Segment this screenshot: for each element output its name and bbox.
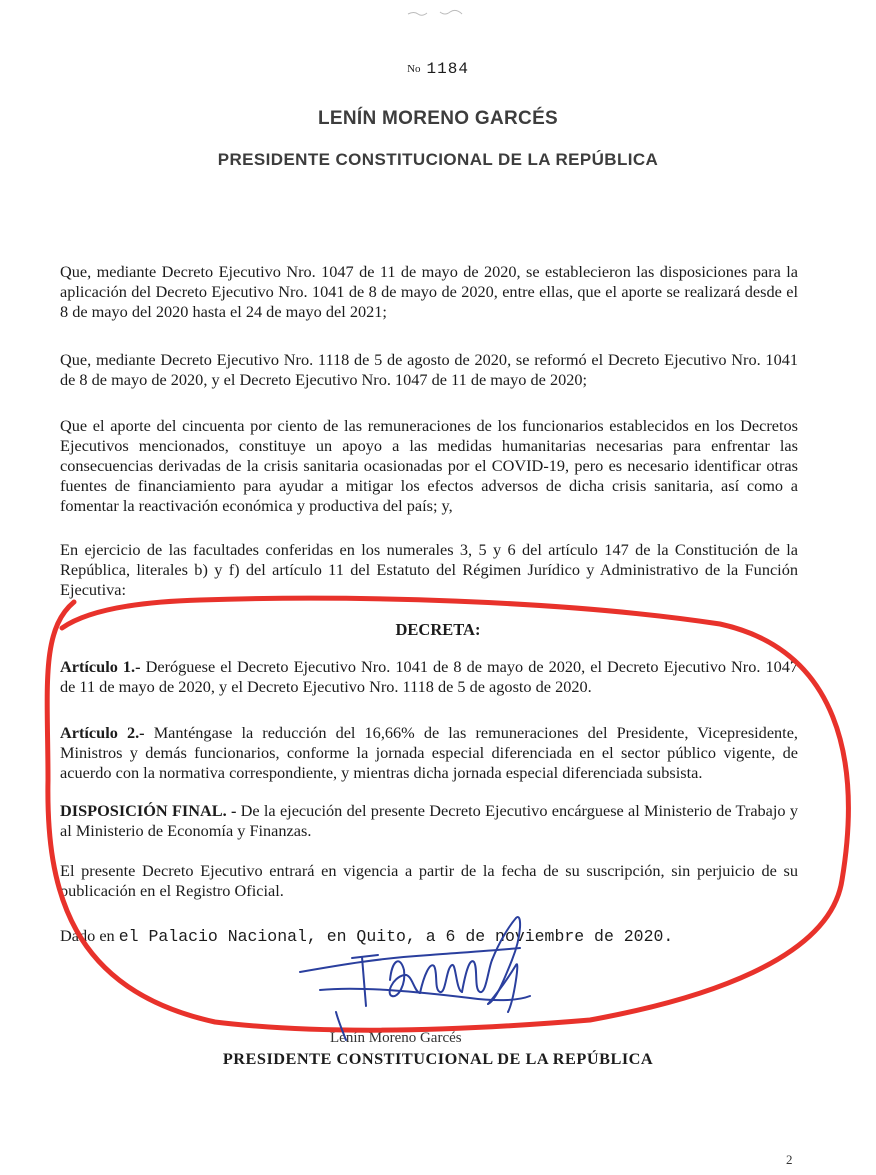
article-1-label: Artículo 1.- (60, 657, 141, 676)
consideration-1: Que, mediante Decreto Ejecutivo Nro. 1047 de 11 de mayo de 2020, se establecieron las disposiciones para la aplicación del Decreto Ejecutivo Nro. 1041 de 8 de mayo de 2020, entre ellas, que el aporte se realizará desde el 8 de mayo del 2020 hasta el 24 de mayo del 2021; (60, 262, 798, 321)
signer-title: PRESIDENTE CONSTITUCIONAL DE LA REPÚBLICA (222, 1049, 654, 1068)
number-prefix: No (407, 63, 421, 75)
number-value: 1184 (426, 60, 469, 78)
president-title: PRESIDENTE CONSTITUCIONAL DE LA REPÚBLICA (217, 150, 659, 169)
president-signature (300, 917, 530, 1040)
final-provision-text: De la ejecución del presente Decreto Ejecutivo encárguese al Ministerio de Trabajo y al Ministerio de Economía y Finanzas. (60, 801, 798, 840)
validity-clause: El presente Decreto Ejecutivo entrará en vigencia a partir de la fecha de su suscripción, sin perjuicio de su publicación en el Registro Oficial. (60, 861, 798, 900)
final-provision-label: DISPOSICIÓN FINAL. - (60, 801, 237, 820)
dado-place-date: el Palacio Nacional, en Quito, a 6 de noviembre de 2020. (118, 927, 674, 946)
red-circle-annotation (47, 598, 848, 1030)
president-name: LENÍN MORENO GARCÉS (317, 108, 559, 129)
consideration-3: Que el aporte del cincuenta por ciento de las remuneraciones de los funcionarios establecidos en los Decretos Ejecutivos mencionados, constituye un apoyo a las medidas humanitarias necesarias para enfrentar las consecuencias derivadas de la crisis sanitaria ocasionadas por el COVID-19, pero es necesario identificar otras fuentes de financiamiento para ayudar a mitigar los efectos adversos de dicha crisis sanitaria, así como a fomentar la reactivación económica y productiva del país; y, (60, 416, 798, 515)
consideration-4: En ejercicio de las facultades conferidas en los numerales 3, 5 y 6 del artículo 147 de la Constitución de la República, literales b) y f) del artículo 11 del Estatuto del Régimen Jurídico y Administrativo de la Función Ejecutiva: (60, 540, 798, 599)
article-2-text: Manténgase la reducción del 16,66% de las remuneraciones del Presidente, Vicepresidente, Ministros y demás funcionarios, conforme la jornada especial diferenciada en el sector público vigente, de acuerdo con la normativa correspondiente, y mientras dicha jornada especial diferenciada subsista. (60, 723, 799, 782)
article-1-text: Deróguese el Decreto Ejecutivo Nro. 1041 de 8 de mayo de 2020, el Decreto Ejecutivo Nro. 1047 de 11 de mayo de 2020, y el Decreto Ejecutivo Nro. 1118 de 5 de agosto de 2020. (60, 657, 799, 696)
decreta-heading: DECRETA: (395, 620, 481, 639)
top-scribble-mark (408, 10, 462, 15)
consideration-2: Que, mediante Decreto Ejecutivo Nro. 1118 de 5 de agosto de 2020, se reformó el Decreto Ejecutivo Nro. 1041 de 8 de mayo de 2020, y el Decreto Ejecutivo Nro. 1047 de 11 de mayo de 2020; (60, 350, 798, 389)
article-2-label: Artículo 2.- (60, 723, 145, 742)
signer-name: Lenín Moreno Garcés (330, 1030, 462, 1046)
page-number: 2 (786, 1152, 793, 1167)
dado-prefix: Dado en (60, 926, 119, 945)
